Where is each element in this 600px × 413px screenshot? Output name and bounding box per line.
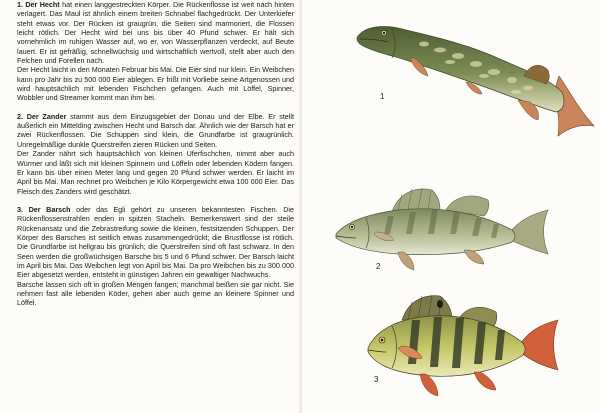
section-zander: [17, 112, 294, 196]
figure-label-1: 1: [380, 92, 385, 101]
section-pike-text-2: Der Hecht laicht in den Monaten Februar bis Mai. Die Eier sind nur klein. Ein Weibchen kann pro Jahr bis zu 500 000 Eier ablegen. Er frißt mit Vorliebe seine Artgenossen und wird hauptsächlich mit lebenden Fischchen gefangen. Auch mit Löffel, Spinner, Wobbler und Streamer kommt man ihm bei.: [17, 65, 294, 103]
section-perch: [17, 205, 294, 308]
section-pike-text-1: hat einen langgestreckten Körper. Die Rückenflosse ist weit nach hinten verlagert. Das Maul ist ähnlich einem breiten Schnabel flachgedrückt. Der Unterkiefer steht etwas vor. Der Rücken ist graugrün, die Seiten sind marmoriert, die Flossen leicht rötlich. Der Hecht wird bei uns bis über 40 Pfund schwer. Er hält sich vornehmlich im ruhigen Wasser auf, wo er, von Wasserpflanzen verdeckt, auf Beute lauert. Er ist gefräßig, schnellwüchsig und wirtschaftlich wertvoll, stellt aber auch den Felchen und Forellen nach.: [17, 0, 294, 66]
pike-illustration: [354, 14, 598, 144]
section-pike-p1: [17, 0, 294, 65]
section-pike: [17, 0, 294, 103]
section-zander-text-1: stammt aus dem Einzugsgebiet der Donau und der Elbe. Er stellt äußerlich ein Mittelding zwischen Hecht und Barsch dar. Ähnlich wie der Barsch hat er zwei Rückenflossen. Die Schuppen sind klein, die Grundfarbe ist graugrünlich. Unregelmäßige dunkle Querstreifen zieren Rücken und Seiten.: [17, 111, 294, 149]
section-perch-text-2: Barsche lassen sich oft in großen Mengen fangen; manchmal beißen sie gar nicht. Sie nehmen fast alle lebenden Köder, gehen aber auch gerne an kleinere Spinner und Löffel.: [17, 279, 294, 308]
section-perch-text-1: oder das Egli gehört zu unseren bekanntesten Fischen. Die Rückenflossenstrahlen enden in spitzen Stacheln. Bemerkenswert sind der steile Rückenansatz und die Zebrastreifung sowie die kleinen, festsitzenden Schuppen. Der Körper des Barsches ist seitlich etwas zusammengedrückt; die Brustflosse ist rötlich. Die Grundfarbe ist hellgrau bis grünlich; die Querstreifen sind oft fast schwarz. In den Seen werden die großwüchsigen Barsche bis 5 und 6 Pfund schwer. Der Barsch laicht im April bis Mai. Das Weibchen legt von April bis Mai. Da pro Weibchen bis zu 300 000 Eier abgesetzt werden, entsteht in günstigen Jahren ein gewaltiger Nachwuchs.: [17, 204, 295, 280]
section-perch-p1: [17, 205, 294, 280]
section-zander-text-2: Der Zander nährt sich hauptsächlich von kleinen Uferfischchen, nimmt aber auch Würmer und läßt sich mit kleinen Spinnern und Löffeln oder lebenden Ködern fangen. Er kann bis über einen Meter lang und gegen 20 Pfund schwer werden. Er laicht im April bis Mai. Man rechnet pro Weibchen je Kilo Körpergewicht etwa 100 000 Eier. Das Fleisch des Zanders wird geschätzt.: [17, 149, 294, 196]
text-column: [17, 0, 294, 308]
section-pike-heading: 1. Der Hecht: [17, 0, 60, 9]
figure-label-2: 2: [376, 262, 381, 271]
section-zander-p1: [17, 112, 294, 149]
section-perch-heading: 3. Der Barsch: [17, 204, 71, 214]
figure-label-3: 3: [374, 375, 379, 384]
zander-illustration: [328, 176, 554, 276]
right-page: [302, 0, 600, 413]
perch-illustration: [362, 290, 562, 400]
section-zander-heading: 2. Der Zander: [17, 111, 67, 121]
